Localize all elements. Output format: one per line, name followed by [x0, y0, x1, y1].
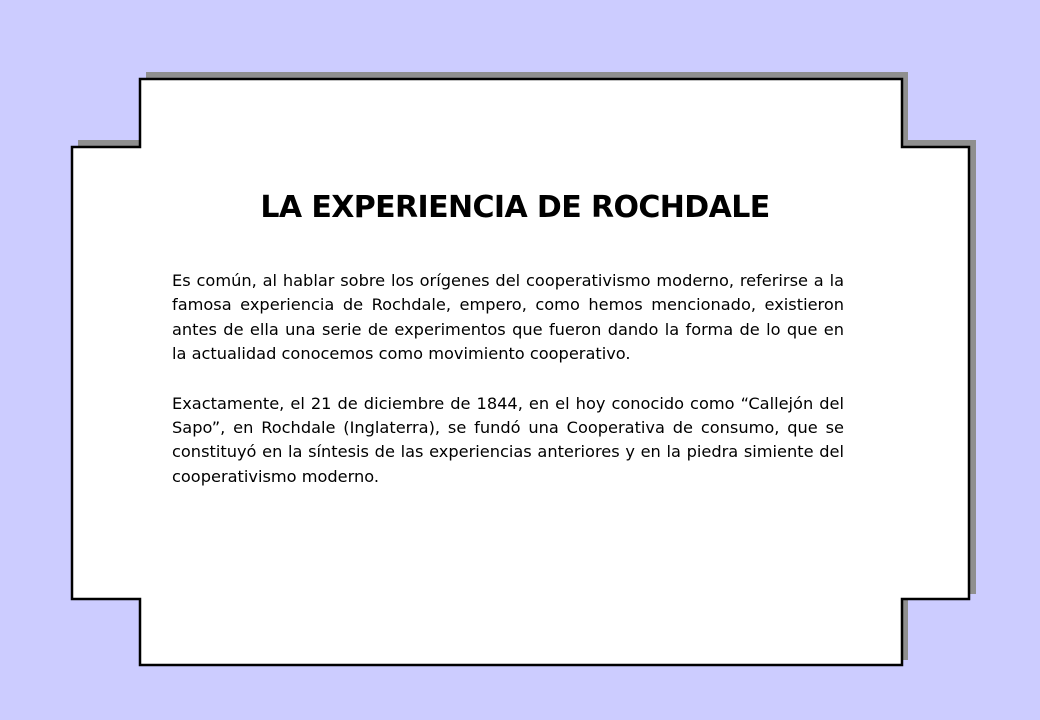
document-content — [172, 180, 844, 489]
paragraph-2: Exactamente, el 21 de diciembre de 1844, en el hoy conocido como “Callejón del Sapo”, en Rochdale (Inglaterra), se fundó una Cooperativa de consumo, que se constituyó en la síntesis de las experiencias anteriores y en la piedra simiente del cooperativismo moderno. — [172, 393, 844, 486]
page-title: LA EXPERIENCIA DE ROCHDALE — [260, 190, 770, 225]
paragraph-1: Es común, al hablar sobre los orígenes del cooperativismo moderno, referirse a la famosa experiencia de Rochdale, empero, como hemos mencionado, existieron antes de ella una serie de experimentos que fueron dando la forma de lo que en la actualidad conocemos como movimiento cooperativo. — [172, 271, 844, 364]
